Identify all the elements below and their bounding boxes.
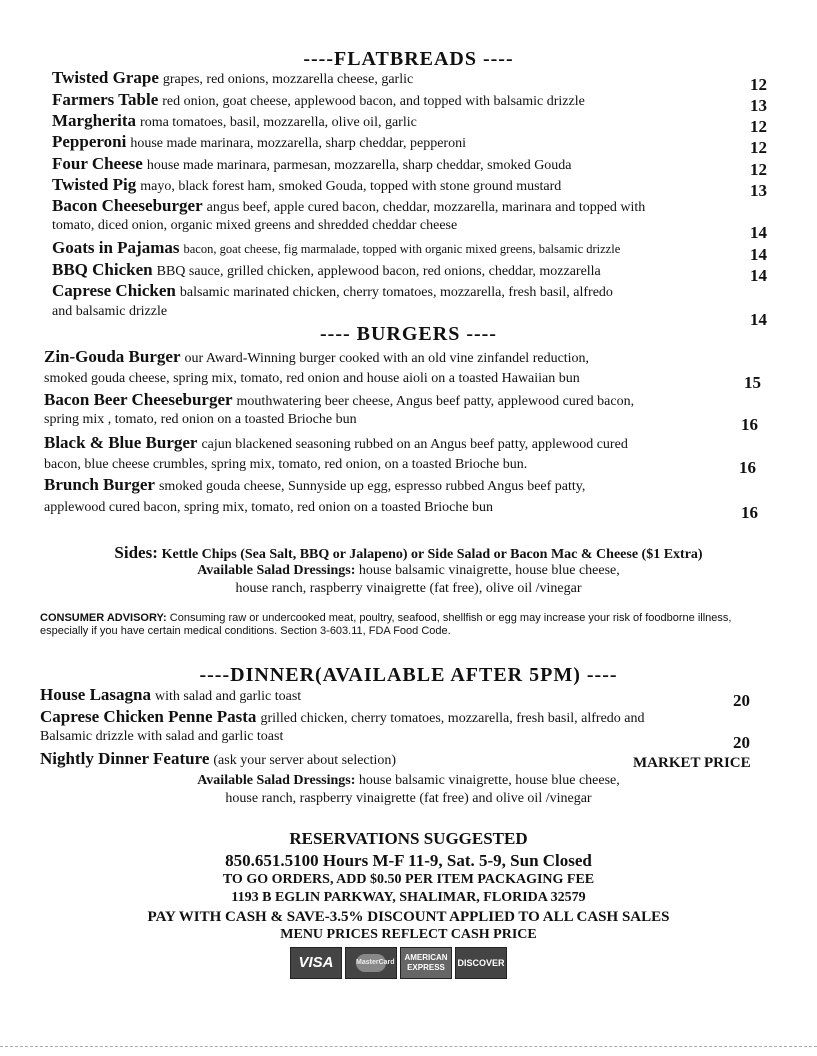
item-desc: mouthwatering beer cheese, Angus beef patty, applewood cured bacon, [236, 394, 635, 409]
menu-item [44, 390, 634, 410]
item-price: 14 [750, 310, 767, 329]
item-desc-line2: bacon, blue cheese crumbles, spring mix, tomato, red onion, on a toasted Brioche bun. [44, 457, 528, 472]
item-price: MARKET PRICE [633, 755, 751, 771]
item-price: 12 [750, 138, 767, 157]
item-desc: (ask your server about selection) [213, 753, 397, 768]
consumer-advisory [40, 612, 780, 638]
item-price: 12 [750, 117, 767, 136]
item-name: Bacon Cheeseburger [52, 196, 203, 215]
to-go-fee: TO GO ORDERS, ADD $0.50 PER ITEM PACKAGING FEE [222, 872, 595, 887]
item-price: 12 [750, 75, 767, 94]
menu-item [52, 90, 585, 110]
item-desc: grilled chicken, cherry tomatoes, mozzarella, fresh basil, alfredo and [260, 711, 645, 726]
flatbreads-heading: ----FLATBREADS ---- [303, 48, 514, 70]
item-desc: roma tomatoes, basil, mozzarella, olive oil, garlic [140, 115, 417, 130]
menu-item [44, 347, 589, 367]
item-name: Goats in Pajamas [52, 238, 180, 257]
item-desc: bacon, goat cheese, fig marmalade, topped with organic mixed greens, balsamic drizzle [183, 242, 621, 256]
item-name: Brunch Burger [44, 475, 155, 494]
menu-item [52, 281, 613, 301]
item-price: 16 [741, 415, 758, 434]
item-name: Pepperoni [52, 132, 127, 151]
item-price: 16 [741, 503, 758, 522]
mastercard-label: MasterCard [356, 954, 386, 972]
item-price: 13 [750, 181, 767, 200]
menu-item [40, 749, 396, 769]
sides-text: Kettle Chips (Sea Salt, BBQ or Jalapeno) or Side Salad or Bacon Mac & Cheese ($1 Extra) [161, 547, 703, 562]
sides-label: Sides: [114, 543, 158, 562]
item-price: 16 [739, 458, 756, 477]
item-desc: our Award-Winning burger cooked with an old vine zinfandel reduction, [184, 351, 590, 366]
payment-cards [290, 947, 507, 979]
item-name: Twisted Grape [52, 68, 159, 87]
dressings-text: house balsamic vinaigrette, house blue cheese, [358, 563, 620, 578]
item-name: Zin-Gouda Burger [44, 347, 181, 366]
advisory-label: CONSUMER ADVISORY: [40, 612, 167, 624]
cash-price-note: MENU PRICES REFLECT CASH PRICE [280, 927, 537, 942]
mastercard-card-icon [345, 947, 397, 979]
menu-item [40, 685, 301, 705]
menu-item [52, 154, 572, 174]
cash-discount: PAY WITH CASH & SAVE-3.5% DISCOUNT APPLIED TO ALL CASH SALES [147, 909, 670, 925]
item-desc: house made marinara, mozzarella, sharp cheddar, pepperoni [130, 136, 466, 151]
menu-item [52, 260, 601, 280]
item-name: Caprese Chicken [52, 281, 176, 300]
item-price: 14 [750, 223, 767, 242]
dinner-heading: ----DINNER(AVAILABLE AFTER 5PM) ---- [199, 664, 618, 686]
item-name: Margherita [52, 111, 137, 130]
item-desc: smoked gouda cheese, Sunnyside up egg, espresso rubbed Angus beef patty, [158, 479, 586, 494]
menu-item [52, 68, 413, 88]
sides-dressings-line2: house ranch, raspberry vinaigrette (fat free), olive oil /vinegar [235, 581, 582, 596]
address: 1193 B EGLIN PARKWAY, SHALIMAR, FLORIDA 32579 [231, 890, 586, 905]
item-name: Twisted Pig [52, 175, 137, 194]
item-desc: red onion, goat cheese, applewood bacon, and topped with balsamic drizzle [162, 94, 585, 109]
dressings-label: Available Salad Dressings: [197, 563, 356, 578]
item-desc-line2: smoked gouda cheese, spring mix, tomato, red onion and house aioli on a toasted Hawaiian bun [44, 371, 580, 386]
item-desc: balsamic marinated chicken, cherry tomatoes, mozzarella, fresh basil, alfredo [179, 285, 613, 300]
item-desc: house made marinara, parmesan, mozzarella, sharp cheddar, smoked Gouda [146, 158, 572, 173]
page-bottom-rule [0, 1046, 817, 1047]
dressings-text: house balsamic vinaigrette, house blue cheese, [358, 773, 620, 788]
item-name: Bacon Beer Cheeseburger [44, 390, 233, 409]
item-desc: grapes, red onions, mozzarella cheese, garlic [162, 72, 414, 87]
burgers-heading: ---- BURGERS ---- [320, 323, 497, 345]
menu-item [40, 707, 645, 727]
discover-card-icon: DISCOVER [455, 947, 507, 979]
visa-card-icon: VISA [290, 947, 342, 979]
sides-line [0, 543, 817, 563]
phone-hours: 850.651.5100 Hours M-F 11-9, Sat. 5-9, Sun Closed [225, 851, 592, 870]
menu-item [52, 175, 561, 195]
menu-item [44, 475, 585, 495]
item-desc-line2: tomato, diced onion, organic mixed greens and shredded cheddar cheese [52, 218, 458, 233]
item-price: 12 [750, 160, 767, 179]
amex-card-icon: AMERICAN EXPRESS [400, 947, 452, 979]
item-name: Four Cheese [52, 154, 143, 173]
item-name: Caprese Chicken Penne Pasta [40, 707, 257, 726]
item-price: 15 [744, 373, 761, 392]
item-price: 20 [733, 691, 750, 710]
item-desc: BBQ sauce, grilled chicken, applewood bacon, red onions, cheddar, mozzarella [156, 264, 601, 279]
dinner-dressings [0, 773, 817, 789]
item-desc-line2: and balsamic drizzle [52, 304, 168, 319]
item-price: 13 [750, 96, 767, 115]
item-desc-line2: applewood cured bacon, spring mix, tomato, red onion on a toasted Brioche bun [44, 500, 494, 515]
item-desc-line2: Balsamic drizzle with salad and garlic toast [40, 729, 284, 744]
item-desc: with salad and garlic toast [155, 689, 302, 704]
item-price: 20 [733, 733, 750, 752]
item-desc-line2: spring mix , tomato, red onion on a toasted Brioche bun [44, 412, 357, 427]
menu-item [44, 433, 628, 453]
item-name: Black & Blue Burger [44, 433, 198, 452]
menu-item [52, 196, 645, 216]
item-name: Nightly Dinner Feature [40, 749, 210, 768]
advisory-text: Consuming raw or undercooked meat, poultry, seafood, shellfish or egg may increase your risk of foodborne illness, especially if you have certain medical conditions. Section 3-603.11, FDA Food Code. [40, 612, 732, 637]
reservations: RESERVATIONS SUGGESTED [289, 829, 528, 848]
menu-item [52, 132, 466, 152]
dressings-label: Available Salad Dressings: [197, 773, 356, 788]
item-desc: mayo, black forest ham, smoked Gouda, topped with stone ground mustard [140, 179, 562, 194]
sides-dressings [0, 563, 817, 579]
item-name: House Lasagna [40, 685, 151, 704]
item-price: 14 [750, 245, 767, 264]
item-desc: angus beef, apple cured bacon, cheddar, mozzarella, marinara and topped with [206, 200, 646, 215]
item-name: Farmers Table [52, 90, 159, 109]
menu-item [52, 111, 417, 131]
menu-item [52, 238, 620, 258]
item-price: 14 [750, 266, 767, 285]
item-desc: cajun blackened seasoning rubbed on an Angus beef patty, applewood cured [201, 437, 628, 452]
item-name: BBQ Chicken [52, 260, 153, 279]
dinner-dressings-line2: house ranch, raspberry vinaigrette (fat free) and olive oil /vinegar [225, 791, 592, 806]
